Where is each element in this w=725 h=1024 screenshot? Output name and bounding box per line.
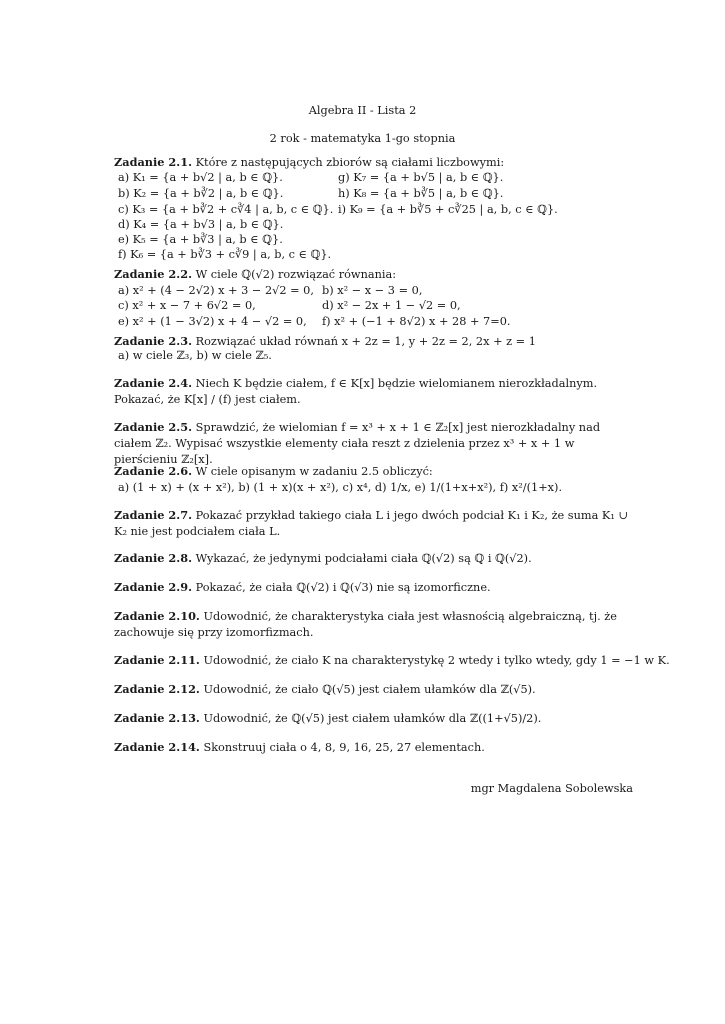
item-h: h) K₈ = {a + b∛5 | a, b ∈ ℚ}. (338, 187, 504, 200)
exercise-2-6 (114, 464, 433, 479)
equation-c: c) x² + x − 7 + 6√2 = 0, (118, 299, 256, 312)
equation-d: d) x² − 2x + 1 − √2 = 0, (322, 299, 461, 312)
equation-f: f) x² + (−1 + 8√2) x + 28 + 7=0. (322, 315, 511, 328)
item-g: g) K₇ = {a + b√5 | a, b ∈ ℚ}. (338, 171, 504, 184)
exercise-label: Zadanie 2.7. (114, 508, 192, 522)
document-title: Algebra II - Lista 2 (308, 104, 417, 117)
exercise-text: W ciele opisanym w zadaniu 2.5 obliczyć: (195, 465, 433, 478)
exercise-label: Zadanie 2.2. (114, 267, 192, 281)
item-a: a) K₁ = {a + b√2 | a, b ∈ ℚ}. (118, 171, 283, 184)
item-b: b) K₂ = {a + b∛2 | a, b ∈ ℚ}. (118, 187, 284, 200)
exercise-2-9 (114, 580, 491, 595)
exercise-text: Udowodnić, że charakterystyka ciała jest własnością algebraiczną, tj. że zachowuje się przy izomorfizmach. (114, 610, 617, 639)
equation-a: a) x² + (4 − 2√2) x + 3 − 2√2 = 0, (118, 284, 314, 297)
exercise-text: Sprawdzić, że wielomian f = x³ + x + 1 ∈ ℤ₂[x] jest nierozkładalny nad ciałem ℤ₂. Wypisać wszystkie elementy ciała reszt z dzielenia przez x³ + x + 1 w pierścieniu ℤ₂[x]. (114, 421, 601, 466)
exercise-label: Zadanie 2.9. (114, 580, 192, 594)
exercise-text: Wykazać, że jedynymi podciałami ciała ℚ(√2) są ℚ i ℚ(√2). (195, 552, 532, 565)
exercise-text: Skonstruuj ciała o 4, 8, 9, 16, 25, 27 elementach. (203, 741, 485, 754)
exercise-2-10 (114, 608, 636, 641)
exercise-text: Pokazać, że ciała ℚ(√2) i ℚ(√3) nie są izomorficzne. (195, 581, 491, 594)
exercise-2-5 (114, 419, 636, 468)
exercise-2-6-parts: a) (1 + x) + (x + x²), b) (1 + x)(x + x²), c) x⁴, d) 1/x, e) 1/(1+x+x²), f) x²/(1+x). (118, 481, 563, 494)
exercise-label: Zadanie 2.1. (114, 155, 192, 169)
exercise-2-14 (114, 740, 485, 755)
exercise-label: Zadanie 2.14. (114, 740, 200, 754)
exercise-label: Zadanie 2.5. (114, 420, 192, 434)
equation-e: e) x² + (1 − 3√2) x + 4 − √2 = 0, (118, 315, 307, 328)
exercise-text: Które z następujących zbiorów są ciałami liczbowymi: (195, 156, 505, 169)
exercise-label: Zadanie 2.4. (114, 376, 192, 390)
exercise-text: Niech K będzie ciałem, f ∈ K[x] będzie wielomianem nierozkładalnym. Pokazać, że K[x] / (f) jest ciałem. (114, 377, 598, 406)
exercise-text: Udowodnić, że ciało ℚ(√5) jest ciałem ułamków dla ℤ(√5). (203, 683, 536, 696)
exercise-label: Zadanie 2.12. (114, 682, 200, 696)
exercise-2-13 (114, 711, 541, 726)
item-f: f) K₆ = {a + b∛3 + c∛9 | a, b, c ∈ ℚ}. (118, 248, 332, 261)
exercise-label: Zadanie 2.13. (114, 711, 200, 725)
exercise-label: Zadanie 2.8. (114, 551, 192, 565)
item-e: e) K₅ = {a + b∛3 | a, b ∈ ℚ}. (118, 233, 283, 246)
exercise-2-2 (114, 267, 396, 282)
exercise-label: Zadanie 2.3. (114, 334, 192, 348)
exercise-2-3-parts: a) w ciele ℤ₃, b) w ciele ℤ₅. (118, 349, 272, 362)
exercise-2-7 (114, 507, 636, 540)
item-c: c) K₃ = {a + b∛2 + c∛4 | a, b, c ∈ ℚ}. (118, 203, 334, 216)
exercise-text: Udowodnić, że ℚ(√5) jest ciałem ułamków dla ℤ((1+√5)/2). (203, 712, 542, 725)
equation-b: b) x² − x − 3 = 0, (322, 284, 423, 297)
exercise-label: Zadanie 2.6. (114, 464, 192, 478)
item-d: d) K₄ = {a + b√3 | a, b ∈ ℚ}. (118, 218, 284, 231)
exercise-2-1 (114, 155, 504, 170)
document-subtitle: 2 rok - matematyka 1-go stopnia (269, 132, 456, 145)
exercise-label: Zadanie 2.11. (114, 653, 200, 667)
exercise-text: W ciele ℚ(√2) rozwiązać równania: (195, 268, 397, 281)
exercise-2-12 (114, 682, 536, 697)
author-signature: mgr Magdalena Sobolewska (470, 782, 633, 795)
exercise-2-11 (114, 653, 670, 668)
exercise-text: Rozwiązać układ równań x + 2z = 1, y + 2z = 2, 2x + z = 1 (195, 335, 536, 348)
exercise-label: Zadanie 2.10. (114, 609, 200, 623)
exercise-text: Udowodnić, że ciało K na charakterystykę 2 wtedy i tylko wtedy, gdy 1 = −1 w K. (203, 654, 670, 667)
exercise-text: Pokazać przykład takiego ciała L i jego dwóch podciał K₁ i K₂, że suma K₁ ∪ K₂ nie jest podciałem ciała L. (114, 509, 628, 538)
exercise-2-8 (114, 551, 532, 566)
exercise-2-3 (114, 334, 536, 349)
item-i: i) K₉ = {a + b∛5 + c∛25 | a, b, c ∈ ℚ}. (338, 203, 558, 216)
exercise-2-4 (114, 375, 636, 408)
